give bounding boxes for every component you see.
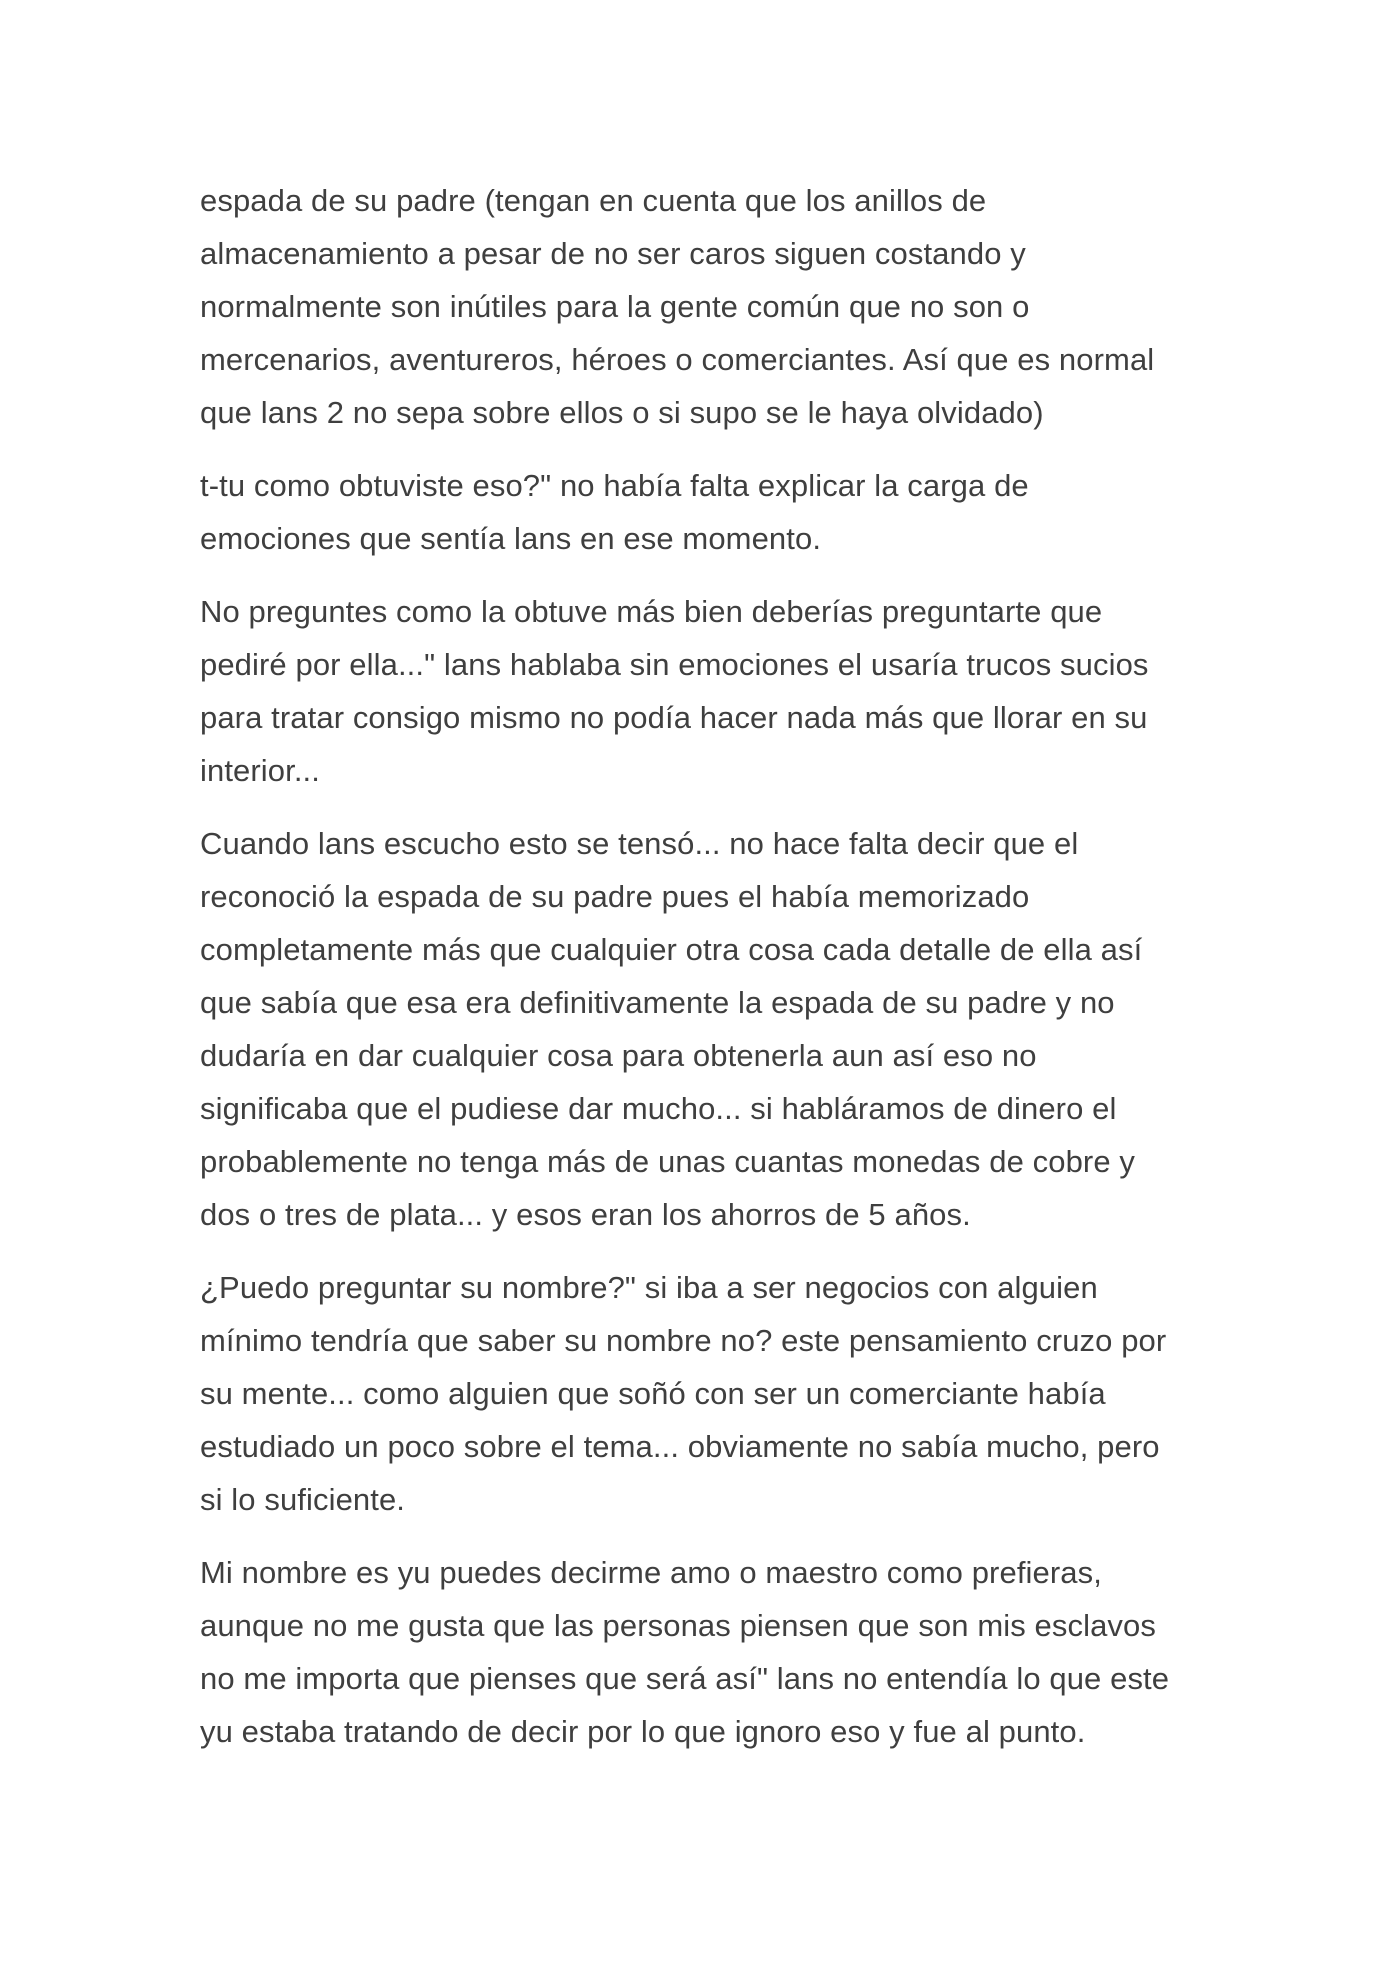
- text-line: yu estaba tratando de decir por lo que ignoro eso y fue al punto.: [200, 1714, 1086, 1749]
- paragraph: [200, 174, 1200, 439]
- text-line: estudiado un poco sobre el tema... obviamente no sabía mucho, pero: [200, 1429, 1160, 1464]
- text-line: que lans 2 no sepa sobre ellos o si supo se le haya olvidado): [200, 395, 1044, 430]
- text-line: emociones que sentía lans en ese momento.: [200, 521, 822, 556]
- text-line: t-tu como obtuviste eso?" no había falta explicar la carga de: [200, 468, 1029, 503]
- text-line: reconoció la espada de su padre pues el había memorizado: [200, 879, 1030, 914]
- text-line: mercenarios, aventureros, héroes o comerciantes. Así que es normal: [200, 342, 1155, 377]
- paragraph: [200, 585, 1200, 797]
- text-line: completamente más que cualquier otra cosa cada detalle de ella así: [200, 932, 1143, 967]
- text-line: dos o tres de plata... y esos eran los ahorros de 5 años.: [200, 1197, 971, 1232]
- text-line: su mente... como alguien que soñó con ser un comerciante había: [200, 1376, 1106, 1411]
- text-line: interior...: [200, 753, 320, 788]
- paragraph: [200, 1546, 1200, 1758]
- document-body: [200, 174, 1200, 1778]
- text-line: espada de su padre (tengan en cuenta que los anillos de: [200, 183, 987, 218]
- text-line: probablemente no tenga más de unas cuantas monedas de cobre y: [200, 1144, 1135, 1179]
- text-line: para tratar consigo mismo no podía hacer nada más que llorar en su: [200, 700, 1148, 735]
- paragraph: [200, 459, 1200, 565]
- text-line: que sabía que esa era definitivamente la espada de su padre y no: [200, 985, 1115, 1020]
- text-line: dudaría en dar cualquier cosa para obtenerla aun así eso no: [200, 1038, 1037, 1073]
- text-line: No preguntes como la obtuve más bien deberías preguntarte que: [200, 594, 1103, 629]
- text-line: Mi nombre es yu puedes decirme amo o maestro como prefieras,: [200, 1555, 1102, 1590]
- text-line: no me importa que pienses que será así" lans no entendía lo que este: [200, 1661, 1170, 1696]
- text-line: normalmente son inútiles para la gente común que no son o: [200, 289, 1030, 324]
- text-line: Cuando lans escucho esto se tensó... no hace falta decir que el: [200, 826, 1079, 861]
- text-line: significaba que el pudiese dar mucho... si habláramos de dinero el: [200, 1091, 1117, 1126]
- text-line: ¿Puedo preguntar su nombre?" si iba a ser negocios con alguien: [200, 1270, 1098, 1305]
- paragraph: [200, 817, 1200, 1241]
- text-line: almacenamiento a pesar de no ser caros siguen costando y: [200, 236, 1026, 271]
- text-line: pediré por ella..." lans hablaba sin emociones el usaría trucos sucios: [200, 647, 1149, 682]
- text-line: si lo suficiente.: [200, 1482, 406, 1517]
- text-line: aunque no me gusta que las personas piensen que son mis esclavos: [200, 1608, 1156, 1643]
- text-line: mínimo tendría que saber su nombre no? este pensamiento cruzo por: [200, 1323, 1167, 1358]
- paragraph: [200, 1261, 1200, 1526]
